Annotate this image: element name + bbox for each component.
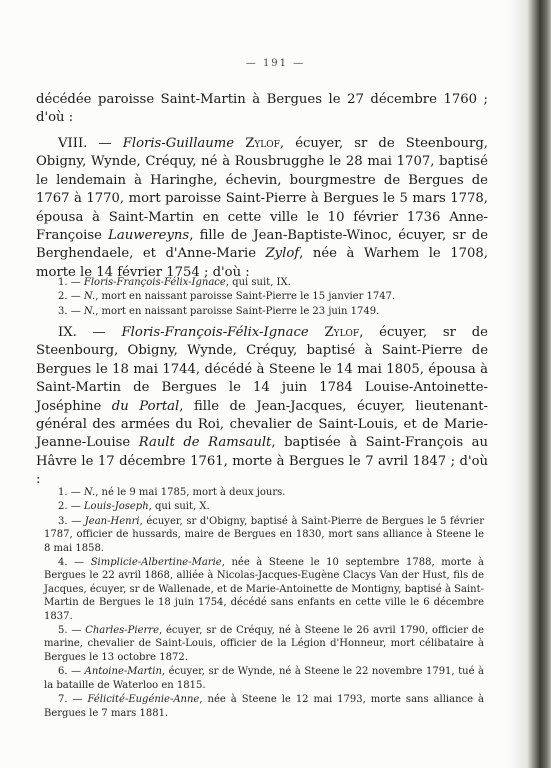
child-name: Jean-Henri bbox=[84, 515, 140, 527]
generation-numeral: VIII. — bbox=[58, 136, 123, 151]
page-number: — 191 — bbox=[245, 58, 306, 69]
item-text: , née à Steene le 12 mai 1793, morte sans alliance à Bergues le 7 mars 1881. bbox=[44, 694, 484, 719]
child-name: Simplicie-Albertine-Marie bbox=[90, 557, 222, 569]
list-item bbox=[44, 486, 484, 499]
children-list-ix bbox=[44, 486, 484, 721]
list-item bbox=[44, 556, 484, 623]
item-number: 2. — bbox=[58, 501, 84, 513]
paragraph-text: , fille de Jean-Jacques, écuyer, lieutenant-général des armées du Roi, chevalier de Saint-Louis, et de Marie-Jeanne-Louise bbox=[36, 398, 488, 451]
item-number: 4. — bbox=[58, 557, 91, 569]
item-number: 7. — bbox=[58, 694, 88, 706]
child-name: Charles-Pierre bbox=[85, 625, 159, 637]
list-item bbox=[44, 693, 484, 720]
item-text: , qui suit, X. bbox=[148, 501, 210, 513]
intro-text: décédée paroisse Saint-Martin à Bergues le 27 décembre 1760 ; d'où : bbox=[36, 92, 488, 126]
child-name: Floris-François-Félix-Ignace bbox=[83, 277, 226, 288]
mother-name: Zylof bbox=[265, 246, 300, 262]
book-binding-edge bbox=[527, 0, 551, 768]
item-text: , mort en naissant paroisse Saint-Pierre le 15 janvier 1747. bbox=[95, 291, 396, 303]
spouse-name: Lauwereyns bbox=[108, 228, 190, 244]
children-list-viii bbox=[44, 276, 484, 319]
item-text: , écuyer, sr de Créquy, né à Steene le 26 avril 1790, officier de marine, chevalier de Saint-Louis, officier de la Légion d'Honneur, mort célibataire à Bergues le 13 octobre 1872. bbox=[44, 625, 485, 663]
generation-ix-paragraph bbox=[36, 324, 488, 490]
child-name: N. bbox=[83, 487, 96, 498]
list-item bbox=[44, 276, 484, 289]
list-item bbox=[44, 290, 484, 303]
item-number: 3. — bbox=[58, 305, 84, 317]
list-item bbox=[44, 665, 484, 692]
mother-name: Rault de Ramsault bbox=[138, 435, 272, 451]
page-gutter-shadow bbox=[509, 0, 527, 768]
list-item bbox=[44, 515, 484, 555]
item-text: , qui suit, IX. bbox=[225, 277, 291, 288]
item-text: , écuyer, sr de Wynde, né à Steene le 22 novembre 1791, tué à la bataille de Waterloo en 1815. bbox=[44, 666, 484, 691]
list-item bbox=[44, 500, 484, 513]
person-name: Floris-Guillaume bbox=[122, 136, 235, 151]
intro-paragraph bbox=[36, 91, 488, 128]
item-text: , écuyer, sr d'Obigny, baptisé à Saint-Pierre de Bergues le 5 février 1787, officier de hussards, maire de Bergues en 1830, mort sans alliance à Steene le 8 mai 1858. bbox=[44, 515, 484, 554]
child-name: N. bbox=[83, 291, 96, 303]
generation-viii-text bbox=[36, 135, 488, 282]
spouse-name: du Portal bbox=[111, 398, 180, 414]
paragraph-text: , fille de Jean-Baptiste-Winoc, écuyer, sr de Berghendaele, et d'Anne-Marie bbox=[36, 228, 488, 262]
list-item bbox=[44, 624, 484, 664]
item-number: 6. — bbox=[58, 666, 85, 678]
person-surname: Zylof bbox=[324, 325, 360, 340]
person-surname: Zylof bbox=[245, 136, 280, 151]
item-number: 3. — bbox=[58, 515, 85, 527]
item-number: 2. — bbox=[58, 291, 84, 303]
paragraph-text: , baptisée à Saint-François au Hâvre le 17 décembre 1761, morte à Bergues le 7 avril 1847 ; d'où : bbox=[36, 435, 488, 488]
child-name: Félicité-Eugénie-Anne bbox=[87, 694, 200, 706]
paragraph-text: , née à Warhem le 1708, morte le 14 février 1754 ; d'où : bbox=[36, 246, 488, 280]
paragraph-text: , écuyer, sr de Steenbourg, Obigny, Wynde, Créquy, baptisé à Saint-Pierre de Bergues le 18 mai 1744, décédé à Steene le 14 mai 1805, épousa à Saint-Martin de Bergues le 14 juin 1784 Louise-Antoinette-Joséphine bbox=[36, 325, 488, 414]
list-item bbox=[44, 305, 484, 318]
child-name: Antoine-Martin bbox=[84, 666, 162, 678]
item-number: 5. — bbox=[58, 625, 86, 637]
item-text: , née à Steene le 10 septembre 1788, morte à Bergues le 22 avril 1868, alliée à Nicolas-Jacques-Eugène Clacys Van der Hust, fils de Jacques, écuyer, sr de Wallenade, et de Marie-Antoinette de Montigny, baptisé à Saint-Martin de Bergues le 18 juin 1754, décédé sans enfants en cette ville le 6 décembre 1837. bbox=[44, 557, 484, 622]
generation-viii-paragraph bbox=[36, 135, 488, 282]
person-name: Floris-François-Félix-Ignace bbox=[121, 325, 309, 340]
paragraph-text: , écuyer, sr de Steenbourg, Obigny, Wynde, Créquy, né à Rousbrugghe le 28 mai 1707, baptisé le lendemain à Haringhe, échevin, bourgmestre de Bergues de 1767 à 1770, mort paroisse Saint-Pierre à Bergues le 5 mars 1778, épousa à Saint-Martin en cette ville le 10 février 1736 Anne-Françoise bbox=[36, 136, 488, 244]
generation-ix-text bbox=[36, 324, 488, 490]
generation-numeral: IX. — bbox=[58, 325, 122, 340]
item-number: 1. — bbox=[58, 487, 84, 498]
child-name: Louis-Joseph bbox=[83, 501, 149, 513]
item-text: , né le 9 mai 1785, mort à deux jours. bbox=[95, 487, 286, 498]
item-number: 1. — bbox=[58, 277, 84, 288]
child-name: N. bbox=[83, 305, 96, 317]
item-text: , mort en naissant paroisse Saint-Pierre le 23 juin 1749. bbox=[95, 305, 380, 317]
